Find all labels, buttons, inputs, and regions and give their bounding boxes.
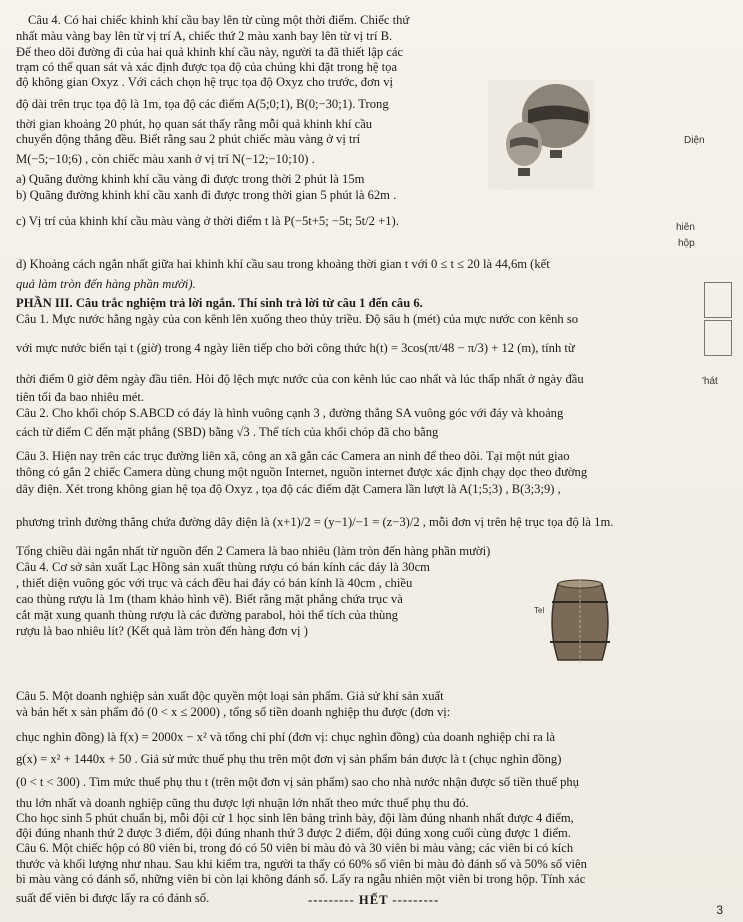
p3-line-14: cắt mặt xung quanh thùng rượu là các đường parabol, hỏi thể tích của thùng — [16, 608, 398, 622]
side-note-3: 'hát — [702, 376, 718, 387]
side-note-1: hiên — [676, 222, 695, 233]
q4-line-4: độ không gian Oxyz . Với cách chọn hệ trục tọa độ Oxyz cho trước, đơn vị — [16, 75, 394, 89]
page-number: 3 — [716, 902, 723, 917]
p3-line-20: (0 < t < 300) . Tìm mức thuế phụ thu t (trên một đơn vị sản phẩm) sao cho nhà nước nhận được số tiền thuế phụ — [16, 775, 579, 789]
q4-line-13: quả làm tròn đến hàng phần mười). — [16, 277, 196, 291]
p3-line-8: dây điện. Xét trong không gian hệ tọa độ Oxyz , tọa độ các điểm đặt Camera lần lượt là A(1;5;3) , B(3;3;9) , — [16, 482, 561, 496]
hot-air-balloon-image — [488, 80, 594, 190]
wine-barrel-image — [540, 578, 620, 666]
q4-line-6: thời gian khoảng 20 phút, họ quan sát thấy rằng mỗi quả khinh khí cầu — [16, 117, 373, 131]
p3-line-5: cách từ điểm C đến mặt phẳng (SBD) bằng √3 . Thể tích của khối chóp đã cho bằng — [16, 425, 439, 439]
p3-line-4: Câu 2. Cho khối chóp S.ABCD có đáy là hình vuông cạnh 3 , đường thẳng SA vuông góc với đáy và khoảng — [16, 406, 564, 420]
q4-line-12: d) Khoảng cách ngắn nhất giữa hai khinh khí cầu sau trong khoảng thời gian t với 0 ≤ t ≤ 20 là 44,6m (kết — [16, 257, 550, 271]
q4-line-3: trạm có thể quan sát và xác định được tọa độ của chúng khi đặt trong hệ tọa — [16, 60, 398, 74]
margin-box-1 — [704, 282, 732, 318]
p3-line-0: Câu 1. Mực nước hằng ngày của con kênh lên xuống theo thủy triều. Độ sâu h (mét) của mực nước con kênh so — [16, 312, 579, 326]
side-note-0: Diện — [684, 135, 705, 146]
q4-line-5: độ dài trên trục tọa độ là 1m, tọa độ các điểm A(5;0;1), B(0;−30;1). Trong — [16, 97, 389, 111]
q4-line-10: b) Quãng đường khinh khí cầu xanh đi được trong thời gian 5 phút là 62m . — [16, 188, 397, 202]
p3-line-19: g(x) = x² + 1440x + 50 . Giả sử mức thuế phụ thu trên một đơn vị sản phẩm bán được là t (chục nghìn đồng) — [16, 752, 562, 766]
p3-line-7: thông có gắn 2 chiếc Camera dùng chung một nguồn Internet, nguồn internet được xác định chạy dọc theo đường — [16, 465, 588, 479]
p3-line-9: phương trình đường thẳng chứa đường dây điện là (x+1)/2 = (y−1)/−1 = (z−3)/2 , mỗi đơn vị trên hệ trục tọa độ là 1m. — [16, 515, 614, 529]
end-label: HẾT — [358, 893, 389, 907]
margin-box-2 — [704, 320, 732, 356]
q4-line-0: Câu 4. Có hai chiếc khinh khí cầu bay lên từ cùng một thời điểm. Chiếc thứ — [28, 13, 410, 27]
p3-line-24: Câu 6. Một chiếc hộp có 80 viên bi, trong đó có 50 viên bi màu đỏ và 30 viên bi màu vàng; các viên bi có kích — [16, 841, 574, 855]
q4-line-2: Để theo dõi đường đi của hai quả khinh khí cầu này, người ta đã thiết lập các — [16, 45, 404, 59]
part3-heading: PHẦN III. Câu trắc nghiệm trả lời ngắn. Thí sinh trả lời từ câu 1 đến câu 6. — [16, 296, 423, 310]
p3-line-11: Câu 4. Cơ sở sản xuất Lạc Hồng sản xuất thùng rượu có bán kính các đáy là 30cm — [16, 560, 430, 574]
p3-line-18: chục nghìn đồng) là f(x) = 2000x − x² và tổng chi phí (đơn vị: chục nghìn đồng) của doanh nghiệp chi ra là — [16, 730, 556, 744]
q4-line-11: c) Vị trí của khinh khí cầu màu vàng ở thời điểm t là P(−5t+5; −5t; 5t/2 +1). — [16, 214, 399, 228]
barrel-label: Tel — [534, 606, 545, 615]
q4-line-1: nhất màu vàng bay lên từ vị trí A, chiếc thứ 2 màu xanh bay lên từ vị trí B. — [16, 29, 393, 43]
p3-line-3: tiên tối đa bao nhiêu mét. — [16, 390, 145, 404]
p3-line-10: Tổng chiều dài ngắn nhất từ nguồn đến 2 Camera là bao nhiêu (làm tròn đến hàng phần mười) — [16, 544, 491, 558]
p3-line-6: Câu 3. Hiện nay trên các trục đường liên xã, công an xã gắn các Camera an ninh để theo dõi. Tại một nút giao — [16, 449, 570, 463]
p3-line-1: với mực nước biển tại t (giờ) trong 4 ngày liên tiếp cho bởi công thức h(t) = 3cos(πt/48 − π/3) + 12 (m), tính từ — [16, 341, 575, 355]
p3-line-27: suất để viên bi được lấy ra có đánh số. — [16, 891, 210, 905]
side-note-2: hộp — [678, 238, 695, 249]
p3-line-21: thu lớn nhất và doanh nghiệp cũng thu được lợi nhuận lớn nhất theo mức thuế phụ thu đó. — [16, 796, 469, 810]
p3-line-13: cao thùng rượu là 1m (tham khảo hình vẽ). Biết rằng mặt phẳng chứa trục và — [16, 592, 403, 606]
p3-line-22: Cho học sinh 5 phút chuẩn bị, mỗi đội cử 1 học sinh lên bảng trình bày, đội làm đúng nhanh nhất được 4 điểm, — [16, 811, 574, 825]
p3-line-23: đội đúng nhanh thứ 2 được 3 điểm, đội đúng nhanh thứ 3 được 2 điểm, đội đúng xong cuối cùng được 1 điểm. — [16, 826, 571, 840]
q4-line-7: chuyển động thẳng đều. Biết rằng sau 2 phút chiếc màu vàng ở vị trí — [16, 132, 361, 146]
p3-line-17: và bán hết x sản phẩm đó (0 < x ≤ 2000) , tổng số tiền doanh nghiệp thu được (đơn vị: — [16, 705, 451, 719]
p3-line-15: rượu là bao nhiêu lít? (Kết quả làm tròn đến hàng đơn vị ) — [16, 624, 308, 638]
p3-line-12: , thiết diện vuông góc với trục và cách đều hai đáy có bán kính là 40cm , chiều — [16, 576, 413, 590]
p3-line-26: bi màu vàng có đánh số, những viên bi còn lại không đánh số. Lấy ra ngẫu nhiên một viên bi trong hộp. Tính xác — [16, 872, 586, 886]
q4-line-8: M(−5;−10;6) , còn chiếc màu xanh ở vị trí N(−12;−10;10) . — [16, 152, 315, 166]
p3-line-2: thời điểm 0 giờ đêm ngày đầu tiên. Hỏi độ lệch mực nước của con kênh lúc cao nhất và lúc thấp nhất ở ngày đầu — [16, 372, 584, 386]
q4-line-9: a) Quãng đường khinh khí cầu vàng đi được trong thời 2 phút là 15m — [16, 172, 365, 186]
end-marker: --------- HẾT --------- — [308, 893, 440, 907]
p3-line-25: thước và khối lượng như nhau. Sau khi kiểm tra, người ta thấy có 60% số viên bi màu đỏ đánh số và 50% số viên — [16, 857, 587, 871]
p3-line-16: Câu 5. Một doanh nghiệp sản xuất độc quyền một loại sản phẩm. Giả sử khi sản xuất — [16, 689, 444, 703]
